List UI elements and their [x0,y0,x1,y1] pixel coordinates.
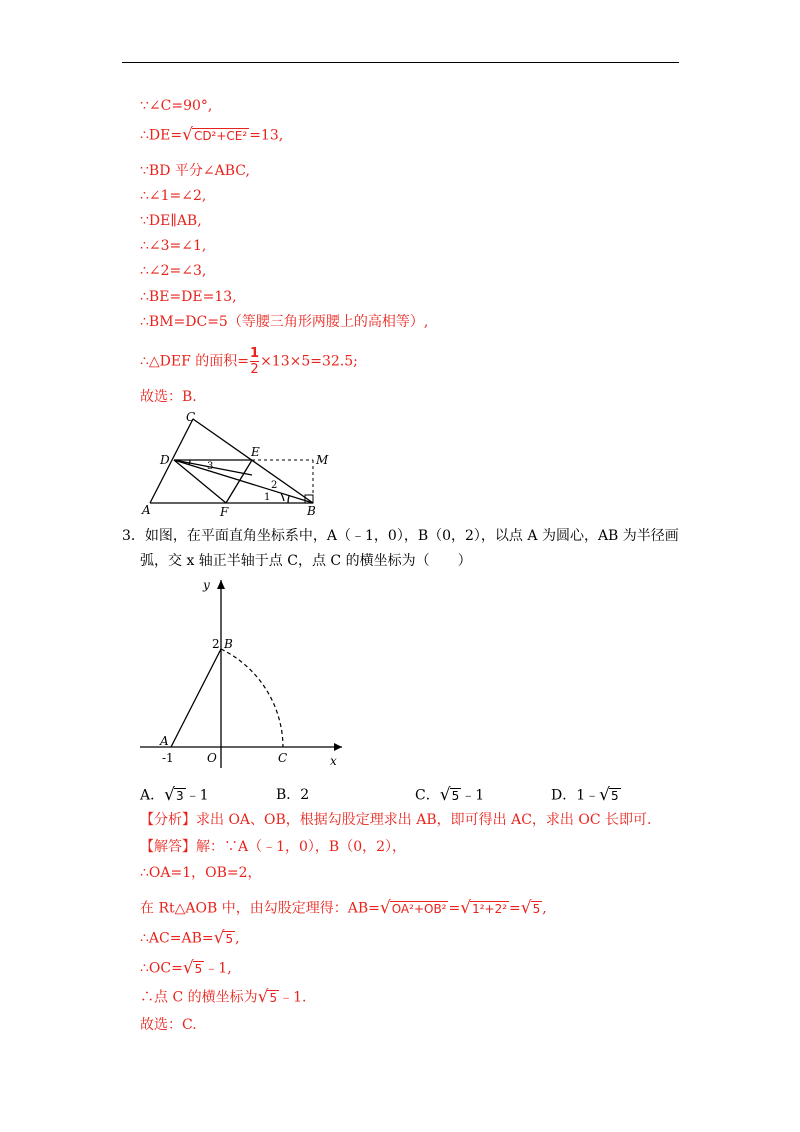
label-A: A [160,734,169,748]
solution-line-7: ∴∠2=∠3, [140,263,207,279]
option-D[interactable]: D．1﹣√5 [551,785,619,805]
solution-line-6: ∴∠3=∠1, [140,238,207,254]
question-3-line-2: 弧，交 x 轴正半轴于点 C，点 C 的横坐标为（ ） [140,553,472,569]
analysis-line-8: 故选：C. [140,1017,197,1033]
label-x: x [330,754,337,768]
label-E: E [251,445,260,459]
solution-line-3: ∵BD 平分∠ABC, [140,163,250,179]
header-rule [122,62,679,63]
segment-DB [174,460,313,503]
question-3-line-1: 3．如图，在平面直角坐标系中，A（﹣1，0），B（0，2），以点 A 为圆心，AB 为半径画 [122,528,679,544]
segment-DF [174,460,226,503]
label-angle-1: 1 [264,492,271,503]
angle-3-arc [189,460,190,465]
analysis-line-7: ∴点 C 的横坐标为√5 ﹣1. [140,987,307,1007]
y-axis-arrow [217,580,225,589]
triangle-figure [140,410,340,520]
angle-1-arc [288,496,289,503]
label-y: y [203,578,210,592]
analysis-line-2: 【解答】解：∵A（﹣1，0），B（0，2）， [140,839,407,855]
label-M: M [316,453,329,467]
label-2: 2 [212,637,220,651]
solution-line-10: ∴△DEF 的面积= $\frac{1}{2}$ ×13×5=32.5; [140,346,358,377]
label-B: B [224,637,233,651]
label-O: O [207,751,217,765]
solution-line-1: ∵∠C=90°, [140,98,213,114]
coordinate-figure [135,575,350,770]
label-C: C [186,410,196,424]
segment-AB [171,649,221,747]
solution-line-5: ∵DE∥AB, [140,213,202,229]
solution-line-2: ∴DE=√CD²+CE² =13, [140,125,284,145]
analysis-line-5: ∴AC=AB=√5 , [140,928,240,948]
label-B: B [307,504,316,518]
solution-line-4: ∴∠1=∠2, [140,188,207,204]
analysis-line-1: 【分析】求出 OA、OB，根据勾股定理求出 AB，即可得出 AC，求出 OC 长即可. [140,812,652,828]
option-B[interactable]: B．2 [276,787,310,803]
label-angle-3: 3 [207,461,214,472]
solution-line-9: ∴BM=DC=5（等腰三角形两腰上的高相等）, [140,314,429,330]
label-A: A [142,503,151,517]
arc-BC [221,649,283,747]
option-A[interactable]: A．√3 ﹣1 [140,785,209,805]
fraction-half: $\frac{1}{2}$ [250,346,260,377]
label-minus1: -1 [162,751,174,765]
option-C[interactable]: C．√5 ﹣1 [415,785,485,805]
segment-AC [150,419,193,503]
sqrt-expr: √CD²+CE² [182,125,248,145]
x-axis-arrow [334,743,342,751]
solution-line-11: 故选：B. [140,389,197,405]
segment-EF [226,460,252,503]
label-angle-2: 2 [271,480,278,491]
analysis-line-4: 在 Rt△AOB 中，由勾股定理得：AB=√OA²+OB² =√1²+2² =√5 , [140,898,547,918]
solution-line-8: ∴BE=DE=13, [140,289,237,305]
analysis-line-6: ∴OC=√5 ﹣1, [140,958,232,978]
label-F: F [220,505,229,519]
label-D: D [160,453,170,467]
label-C: C [278,751,288,765]
analysis-line-3: ∴OA=1，OB=2， [140,865,262,881]
